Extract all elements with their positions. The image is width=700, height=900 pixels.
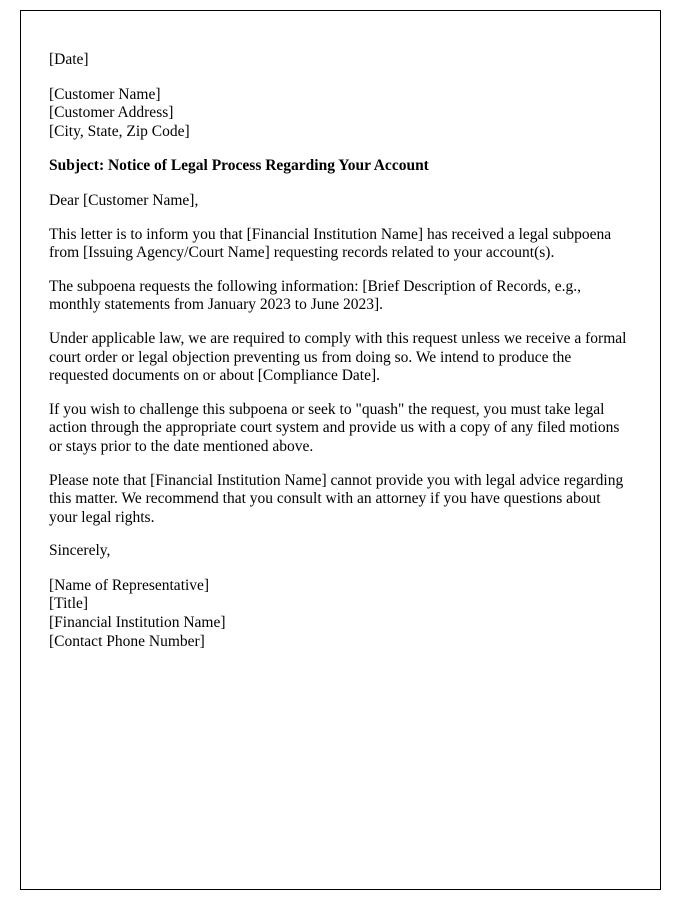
paragraph-legal-advice: Please note that [Financial Institution Name] cannot provide you with legal advice regarding this matter. We recommend that you consult with an attorney if you have questions about your legal rights.	[49, 471, 624, 526]
recipient-city-state-zip: [City, State, Zip Code]	[49, 122, 190, 140]
subject-line: Subject: Notice of Legal Process Regarding Your Account	[49, 157, 429, 175]
signature-contact-phone: [Contact Phone Number]	[49, 632, 205, 650]
signature-title: [Title]	[49, 595, 89, 613]
recipient-address: [Customer Address]	[49, 104, 174, 122]
signature-representative-name: [Name of Representative]	[49, 576, 210, 594]
paragraph-intro: This letter is to inform you that [Financial Institution Name] has received a legal subpoena from [Issuing Agency/Court Name] requesting records related to your account(s).	[49, 225, 612, 262]
signature-block	[49, 577, 630, 651]
signature-institution-name: [Financial Institution Name]	[49, 614, 226, 632]
paragraph-compliance: Under applicable law, we are required to comply with this request unless we receive a formal court order or legal objection preventing us from doing so. We intend to produce the requested documents on or about [Compliance Date].	[49, 329, 627, 385]
recipient-name: [Customer Name]	[49, 85, 161, 103]
closing: Sincerely,	[49, 542, 111, 560]
salutation: Dear [Customer Name],	[49, 191, 199, 209]
letter-page	[20, 10, 661, 890]
paragraph-challenge: If you wish to challenge this subpoena or seek to "quash" the request, you must take legal action through the appropriate court system and provide us with a copy of any filed motions or stays prior to the date mentioned above.	[49, 400, 620, 455]
date-placeholder: [Date]	[49, 51, 89, 68]
paragraph-subpoena-details: The subpoena requests the following information: [Brief Description of Records, e.g., monthly statements from January 2023 to June 2023].	[49, 277, 582, 314]
recipient-address-block	[49, 86, 630, 142]
